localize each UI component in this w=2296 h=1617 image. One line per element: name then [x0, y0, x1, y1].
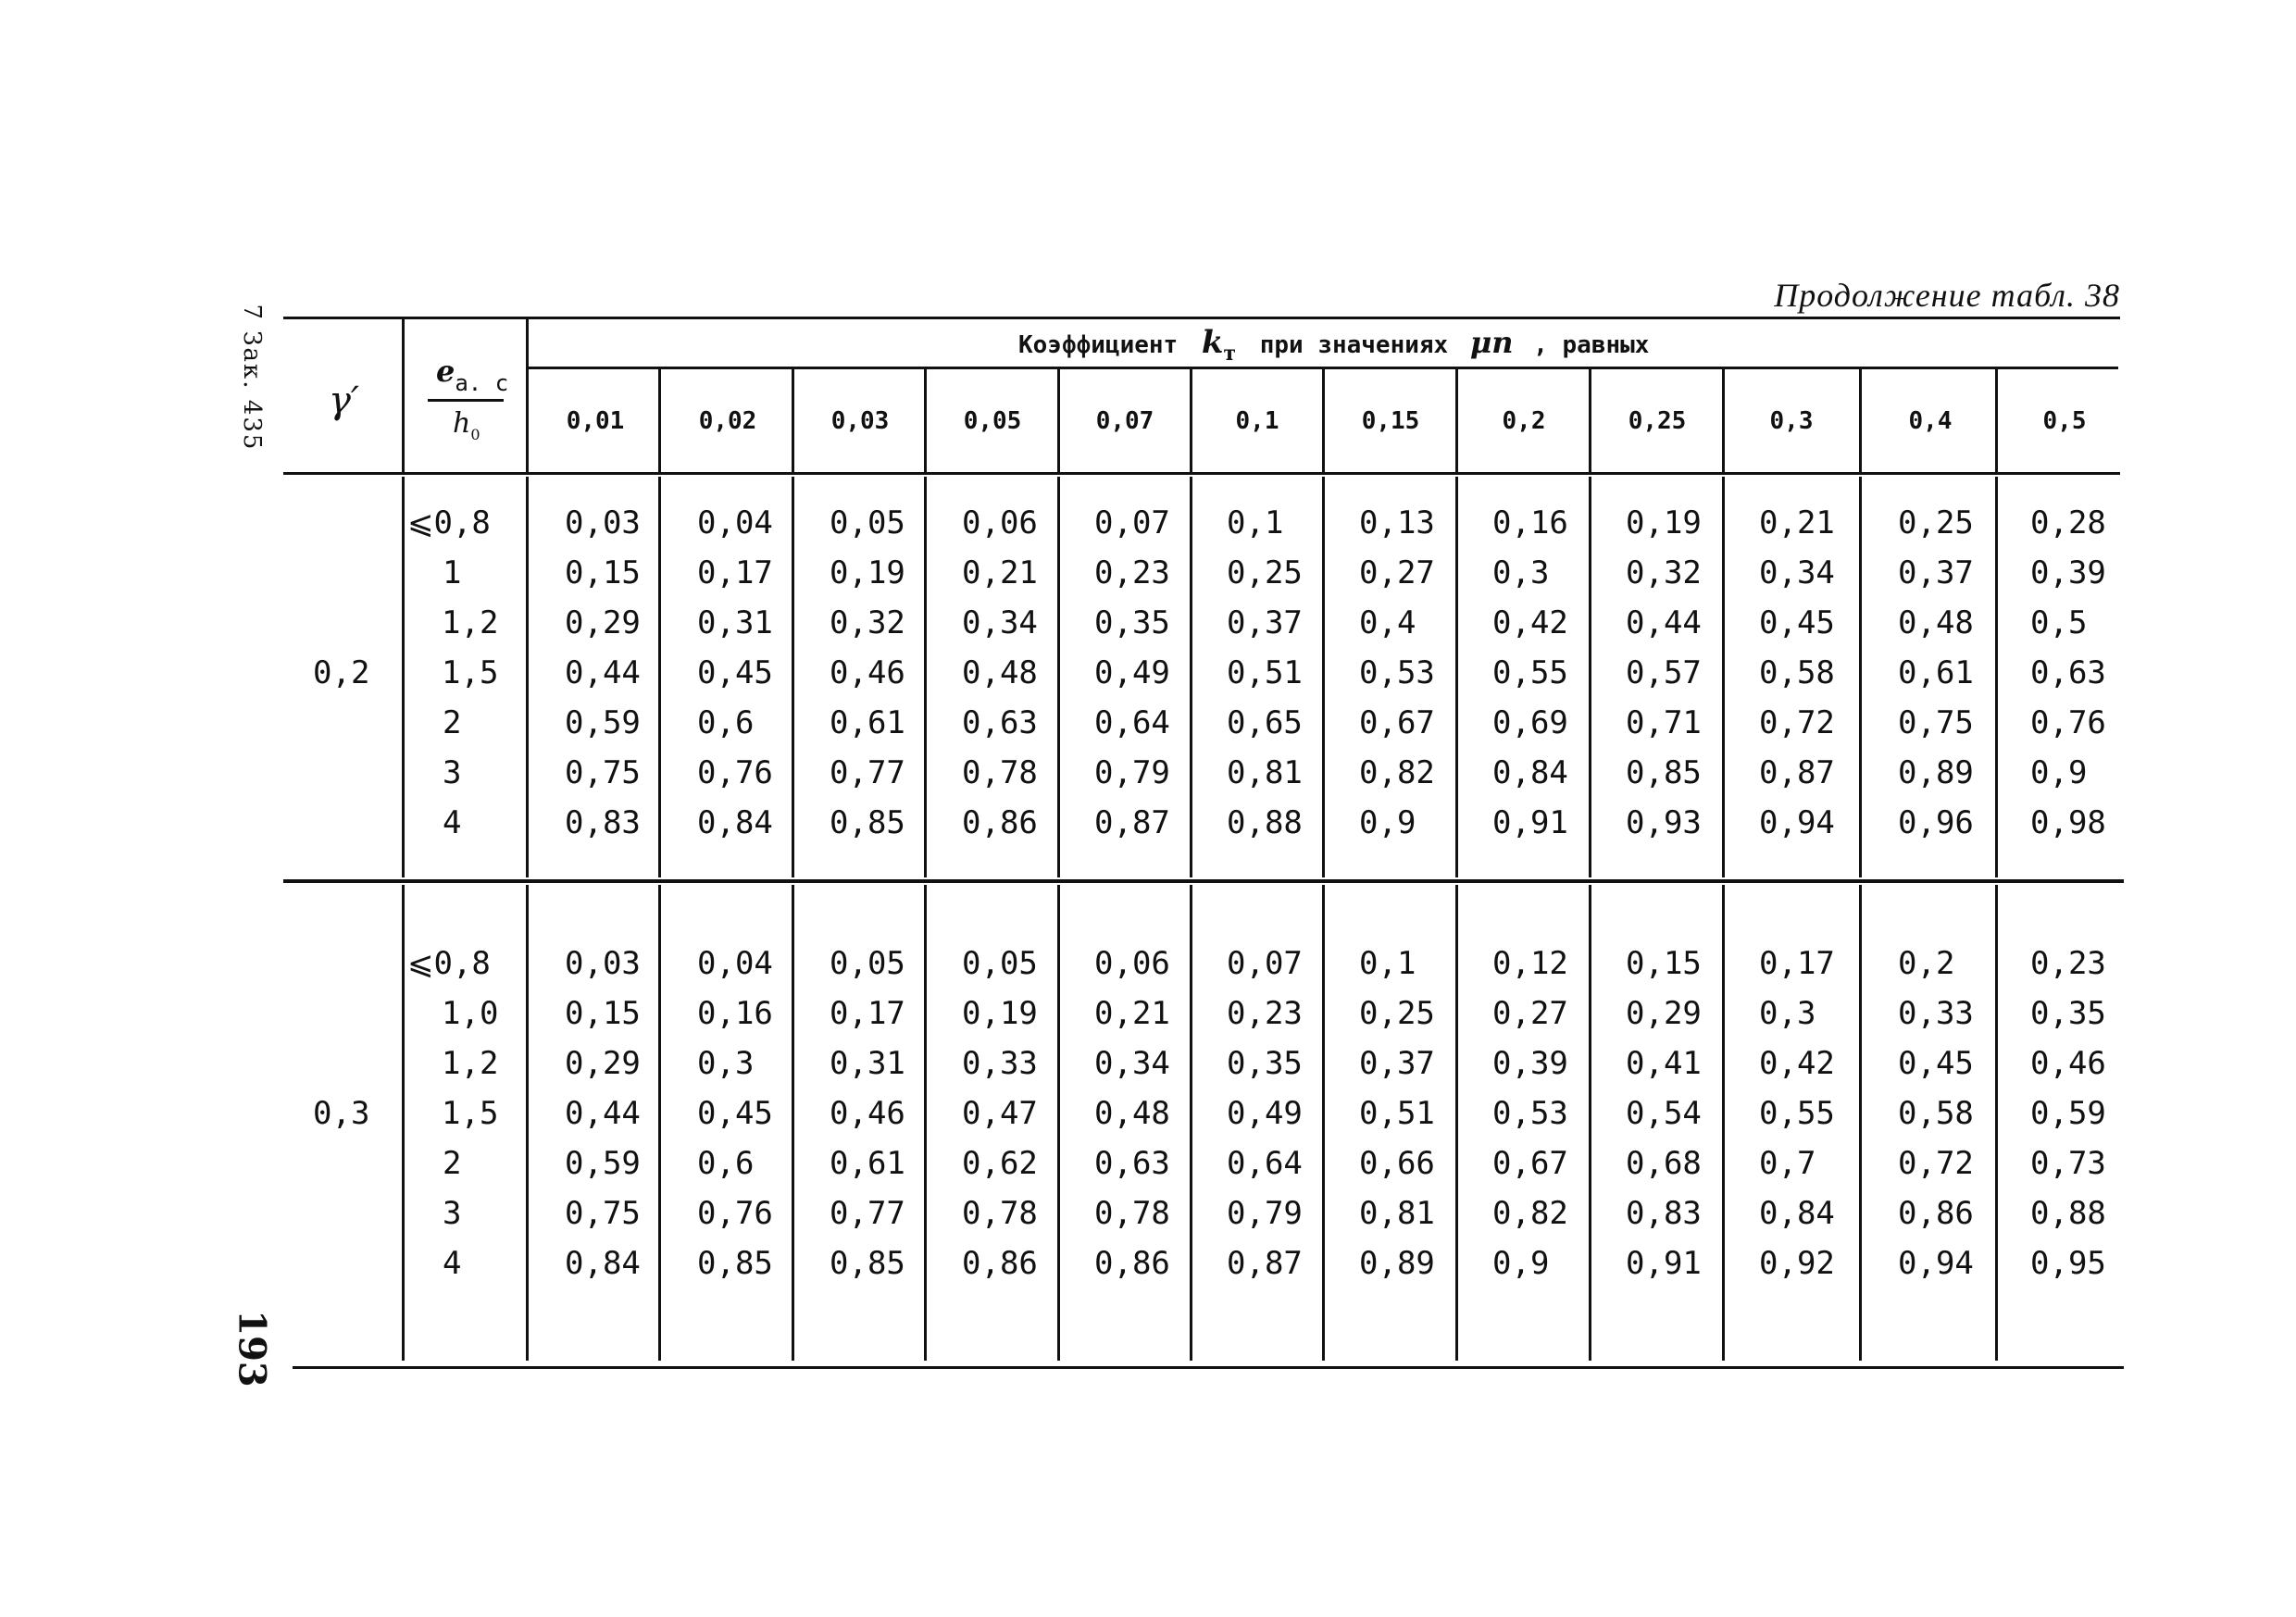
- gamma-symbol: γ′: [329, 379, 359, 422]
- coefficient-value: 0,29: [565, 1045, 641, 1082]
- coefficient-value: 0,06: [962, 504, 1038, 541]
- ratio-numerator-letter: e: [436, 354, 455, 389]
- header-column-rule: [1995, 369, 1998, 472]
- group-title-suffix: , равных: [1533, 331, 1650, 359]
- coefficient-value: 0,21: [962, 554, 1038, 591]
- coefficient-value: 0,81: [1227, 754, 1303, 791]
- coefficient-value: 0,34: [962, 604, 1038, 641]
- group-title-symbol-letter: k: [1201, 324, 1224, 361]
- coefficient-value: 0,16: [1492, 504, 1568, 541]
- header-column-rule: [924, 369, 927, 472]
- coefficient-value: 0,48: [1898, 604, 1974, 641]
- coefficient-value: 0,23: [1094, 554, 1170, 591]
- body-column-rule: [1057, 477, 1060, 877]
- coefficient-value: 0,45: [1898, 1045, 1974, 1082]
- coefficient-value: 0,72: [1759, 704, 1835, 741]
- mu-column-header: 0,1: [1235, 407, 1279, 435]
- coefficient-value: 0,44: [565, 654, 641, 691]
- coefficient-value: 0,1: [1359, 945, 1416, 982]
- coefficient-value: 0,27: [1359, 554, 1435, 591]
- coefficient-value: 0,94: [1898, 1245, 1974, 1282]
- coefficient-value: 0,07: [1094, 504, 1170, 541]
- coefficient-value: 0,84: [1492, 754, 1568, 791]
- coefficient-value: 0,83: [565, 804, 641, 841]
- coefficient-value: 0,86: [962, 804, 1038, 841]
- body-column-rule: [658, 477, 661, 877]
- coefficient-value: 0,17: [697, 554, 773, 591]
- body-column-rule: [658, 885, 661, 1361]
- gamma-value: 0,2: [313, 654, 370, 691]
- coefficient-value: 0,33: [1898, 995, 1974, 1032]
- coefficient-value: 0,79: [1094, 754, 1170, 791]
- coefficient-value: 0,44: [565, 1095, 641, 1132]
- coefficient-value: 0,48: [962, 654, 1038, 691]
- body-column-rule: [1995, 477, 1998, 877]
- ratio-value: 1: [443, 554, 462, 591]
- mu-column-header: 0,25: [1628, 407, 1687, 435]
- coefficient-value: 0,34: [1759, 554, 1835, 591]
- coefficient-value: 0,15: [1626, 945, 1702, 982]
- coefficient-value: 0,45: [1759, 604, 1835, 641]
- coefficient-value: 0,15: [565, 554, 641, 591]
- coefficient-value: 0,05: [962, 945, 1038, 982]
- body-column-rule: [924, 885, 927, 1361]
- coefficient-value: 0,76: [697, 1195, 773, 1232]
- coefficient-value: 0,6: [697, 1145, 755, 1182]
- ratio-value: 1,5: [442, 1095, 499, 1132]
- coefficient-value: 0,77: [830, 1195, 905, 1232]
- ratio-fraction-bar: [428, 399, 504, 402]
- coefficient-value: 0,81: [1359, 1195, 1435, 1232]
- coefficient-value: 0,61: [830, 704, 905, 741]
- coefficient-value: 0,76: [697, 754, 773, 791]
- table-bottom-rule: [293, 1366, 2124, 1369]
- coefficient-value: 0,82: [1359, 754, 1435, 791]
- group-title-symbol-subscript: т: [1223, 342, 1237, 366]
- coefficient-value: 0,85: [697, 1245, 773, 1282]
- mu-column-header: 0,2: [1502, 407, 1546, 435]
- coefficient-value: 0,61: [830, 1145, 905, 1182]
- coefficient-value: 0,06: [1094, 945, 1170, 982]
- coefficient-value: 0,39: [2030, 554, 2106, 591]
- coefficient-value: 0,55: [1759, 1095, 1835, 1132]
- coefficient-value: 0,27: [1492, 995, 1568, 1032]
- coefficient-value: 0,9: [1359, 804, 1416, 841]
- coefficient-value: 0,37: [1359, 1045, 1435, 1082]
- coefficient-value: 0,53: [1492, 1095, 1568, 1132]
- coefficient-value: 0,42: [1759, 1045, 1835, 1082]
- coefficient-value: 0,78: [1094, 1195, 1170, 1232]
- mu-column-header: 0,02: [698, 407, 757, 435]
- coefficient-value: 0,91: [1492, 804, 1568, 841]
- body-column-rule: [1859, 885, 1862, 1361]
- coefficient-value: 0,12: [1492, 945, 1568, 982]
- ratio-value: 1,5: [442, 654, 499, 691]
- body-column-rule: [1589, 477, 1591, 877]
- coefficient-value: 0,62: [962, 1145, 1038, 1182]
- header-column-rule: [1589, 369, 1591, 472]
- ratio-value: 3: [443, 1195, 462, 1232]
- coefficient-value: 0,67: [1492, 1145, 1568, 1182]
- body-column-rule: [1455, 477, 1458, 877]
- coefficient-value: 0,94: [1759, 804, 1835, 841]
- mu-column-header: 0,05: [963, 407, 1022, 435]
- coefficient-value: 0,9: [2030, 754, 2088, 791]
- coefficient-value: 0,49: [1094, 654, 1170, 691]
- coefficient-value: 0,44: [1626, 604, 1702, 641]
- coefficient-value: 0,67: [1359, 704, 1435, 741]
- coefficient-value: 0,35: [1227, 1045, 1303, 1082]
- ratio-value: 3: [443, 754, 462, 791]
- coefficient-value: 0,98: [2030, 804, 2106, 841]
- gamma-value: 0,3: [313, 1095, 370, 1132]
- coefficient-value: 0,68: [1626, 1145, 1702, 1182]
- coefficient-value: 0,65: [1227, 704, 1303, 741]
- coefficient-value: 0,17: [1759, 945, 1835, 982]
- body-column-rule: [1190, 885, 1192, 1361]
- body-column-rule: [526, 477, 529, 877]
- coefficient-value: 0,75: [565, 754, 641, 791]
- coefficient-value: 0,4: [1359, 604, 1416, 641]
- coefficient-value: 0,86: [1094, 1245, 1170, 1282]
- coefficient-value: 0,83: [1626, 1195, 1702, 1232]
- coefficient-value: 0,89: [1898, 754, 1974, 791]
- coefficient-value: 0,85: [830, 1245, 905, 1282]
- coefficient-value: 0,58: [1898, 1095, 1974, 1132]
- coefficient-value: 0,59: [2030, 1095, 2106, 1132]
- coefficient-value: 0,05: [830, 945, 905, 982]
- coefficient-value: 0,7: [1759, 1145, 1816, 1182]
- coefficient-value: 0,39: [1492, 1045, 1568, 1082]
- group-title-prefix: Коэффициент: [1018, 331, 1179, 359]
- gamma-header: [329, 379, 359, 422]
- body-column-rule: [402, 885, 405, 1361]
- header-column-rule: [658, 369, 661, 472]
- coefficient-value: 0,28: [2030, 504, 2106, 541]
- coefficient-value: 0,41: [1626, 1045, 1702, 1082]
- table-top-rule: [283, 317, 2120, 319]
- coefficient-value: 0,19: [830, 554, 905, 591]
- coefficient-value: 0,84: [697, 804, 773, 841]
- header-column-rule: [1455, 369, 1458, 472]
- body-column-rule: [1859, 477, 1862, 877]
- coefficient-value: 0,19: [962, 995, 1038, 1032]
- coefficient-value: 0,93: [1626, 804, 1702, 841]
- mu-column-header: 0,15: [1361, 407, 1420, 435]
- coefficient-value: 0,59: [565, 704, 641, 741]
- coefficient-value: 0,29: [565, 604, 641, 641]
- coefficient-value: 0,87: [1094, 804, 1170, 841]
- coefficient-value: 0,63: [2030, 654, 2106, 691]
- header-column-rule: [1859, 369, 1862, 472]
- coefficient-value: 0,53: [1359, 654, 1435, 691]
- coefficient-value: 0,78: [962, 1195, 1038, 1232]
- coefficient-value: 0,64: [1094, 704, 1170, 741]
- body-column-rule: [1722, 885, 1725, 1361]
- body-column-rule: [1057, 885, 1060, 1361]
- coefficient-value: 0,3: [1759, 995, 1816, 1032]
- ratio-numerator: [436, 354, 509, 396]
- coefficient-value: 0,88: [1227, 804, 1303, 841]
- body-column-rule: [1322, 477, 1325, 877]
- group-title-middle: при значениях: [1259, 331, 1449, 359]
- coefficient-value: 0,84: [1759, 1195, 1835, 1232]
- mu-column-header: 0,01: [566, 407, 625, 435]
- page-number: 193: [230, 1310, 274, 1387]
- coefficient-value: 0,32: [830, 604, 905, 641]
- coefficient-value: 0,54: [1626, 1095, 1702, 1132]
- coefficient-value: 0,23: [1227, 995, 1303, 1032]
- coefficient-value: 0,34: [1094, 1045, 1170, 1082]
- coefficient-value: 0,57: [1626, 654, 1702, 691]
- coefficient-value: 0,51: [1359, 1095, 1435, 1132]
- coefficient-value: 0,05: [830, 504, 905, 541]
- coefficient-value: 0,3: [697, 1045, 755, 1082]
- table-caption: Продолжение табл. 38: [1774, 277, 2120, 314]
- coefficient-value: 0,46: [830, 654, 905, 691]
- body-column-rule: [1455, 885, 1458, 1361]
- coefficient-value: 0,86: [1898, 1195, 1974, 1232]
- body-column-rule: [1190, 477, 1192, 877]
- header-column-rule: [792, 369, 794, 472]
- header-column-rule: [1322, 369, 1325, 472]
- coefficient-value: 0,03: [565, 504, 641, 541]
- coefficient-value: 0,51: [1227, 654, 1303, 691]
- group-title-symbol: [1201, 324, 1237, 366]
- body-column-rule: [1995, 885, 1998, 1361]
- coefficient-value: 0,25: [1359, 995, 1435, 1032]
- coefficient-value: 0,6: [697, 704, 755, 741]
- coefficient-value: 0,78: [962, 754, 1038, 791]
- body-column-rule: [402, 477, 405, 877]
- coefficient-value: 0,77: [830, 754, 905, 791]
- coefficient-value: 0,23: [2030, 945, 2106, 982]
- ratio-denominator-subscript: 0: [470, 426, 480, 443]
- coefficient-group-title: [1018, 324, 1650, 366]
- coefficient-value: 0,35: [2030, 995, 2106, 1032]
- ratio-value: 1,0: [442, 995, 499, 1032]
- coefficient-value: 0,19: [1626, 504, 1702, 541]
- coefficient-value: 0,84: [565, 1245, 641, 1282]
- coefficient-value: 0,85: [1626, 754, 1702, 791]
- coefficient-value: 0,31: [697, 604, 773, 641]
- group-title-mu: μn: [1469, 325, 1514, 360]
- coefficient-value: 0,07: [1227, 945, 1303, 982]
- coefficient-value: 0,71: [1626, 704, 1702, 741]
- ratio-value: 2: [443, 704, 462, 741]
- coefficient-value: 0,55: [1492, 654, 1568, 691]
- mu-column-header: 0,3: [1769, 407, 1814, 435]
- coefficient-value: 0,37: [1227, 604, 1303, 641]
- coefficient-value: 0,45: [697, 1095, 773, 1132]
- coefficient-value: 0,61: [1898, 654, 1974, 691]
- coefficient-value: 0,1: [1227, 504, 1284, 541]
- coefficient-value: 0,25: [1898, 504, 1974, 541]
- coefficient-value: 0,35: [1094, 604, 1170, 641]
- coefficient-value: 0,95: [2030, 1245, 2106, 1282]
- coefficient-value: 0,76: [2030, 704, 2106, 741]
- side-note: 7 Зак. 435: [238, 304, 266, 452]
- coefficient-value: 0,69: [1492, 704, 1568, 741]
- coefficient-value: 0,75: [1898, 704, 1974, 741]
- body-column-rule: [1589, 885, 1591, 1361]
- ratio-value: 1,2: [442, 604, 499, 641]
- coefficient-value: 0,25: [1227, 554, 1303, 591]
- mu-column-header: 0,07: [1095, 407, 1154, 435]
- coefficient-value: 0,31: [830, 1045, 905, 1082]
- header-bottom-rule: [283, 472, 2120, 475]
- coefficient-value: 0,89: [1359, 1245, 1435, 1282]
- coefficient-value: 0,46: [2030, 1045, 2106, 1082]
- ratio-denominator-letter: h: [453, 407, 471, 440]
- coefficient-value: 0,86: [962, 1245, 1038, 1282]
- coefficient-value: 0,87: [1227, 1245, 1303, 1282]
- coefficient-value: 0,63: [962, 704, 1038, 741]
- coefficient-value: 0,17: [830, 995, 905, 1032]
- coefficient-value: 0,15: [565, 995, 641, 1032]
- coefficient-value: 0,9: [1492, 1245, 1550, 1282]
- coefficient-value: 0,2: [1898, 945, 1955, 982]
- coefficient-value: 0,47: [962, 1095, 1038, 1132]
- coefficient-value: 0,91: [1626, 1245, 1702, 1282]
- coefficient-value: 0,21: [1759, 504, 1835, 541]
- coefficient-value: 0,58: [1759, 654, 1835, 691]
- coefficient-value: 0,03: [565, 945, 641, 982]
- coefficient-value: 0,88: [2030, 1195, 2106, 1232]
- ratio-value: 4: [443, 804, 462, 841]
- coefficient-value: 0,73: [2030, 1145, 2106, 1182]
- coefficient-value: 0,33: [962, 1045, 1038, 1082]
- coefficient-value: 0,79: [1227, 1195, 1303, 1232]
- coefficient-value: 0,85: [830, 804, 905, 841]
- body-column-rule: [1322, 885, 1325, 1361]
- coefficient-value: 0,5: [2030, 604, 2088, 641]
- coefficient-value: 0,04: [697, 945, 773, 982]
- coefficient-value: 0,72: [1898, 1145, 1974, 1182]
- ratio-value: 1,2: [442, 1045, 499, 1082]
- coefficient-value: 0,75: [565, 1195, 641, 1232]
- coefficient-value: 0,82: [1492, 1195, 1568, 1232]
- coefficient-value: 0,13: [1359, 504, 1435, 541]
- body-column-rule: [792, 885, 794, 1361]
- ratio-value: ⩽0,8: [407, 945, 491, 982]
- coefficient-value: 0,42: [1492, 604, 1568, 641]
- mu-column-header: 0,03: [830, 407, 890, 435]
- coefficient-value: 0,46: [830, 1095, 905, 1132]
- coefficient-value: 0,29: [1626, 995, 1702, 1032]
- coefficient-value: 0,37: [1898, 554, 1974, 591]
- coefficient-value: 0,21: [1094, 995, 1170, 1032]
- ratio-denominator: [453, 407, 480, 443]
- coefficient-value: 0,59: [565, 1145, 641, 1182]
- coefficient-value: 0,32: [1626, 554, 1702, 591]
- coefficient-value: 0,66: [1359, 1145, 1435, 1182]
- header-column-rule: [1722, 369, 1725, 472]
- ratio-value: ⩽0,8: [407, 504, 491, 541]
- coefficient-value: 0,48: [1094, 1095, 1170, 1132]
- header-column-rule: [1190, 369, 1192, 472]
- coefficient-value: 0,45: [697, 654, 773, 691]
- mu-column-header: 0,4: [1908, 407, 1953, 435]
- block-separator-rule: [283, 879, 2124, 883]
- coefficient-value: 0,64: [1227, 1145, 1303, 1182]
- coefficient-value: 0,3: [1492, 554, 1550, 591]
- body-column-rule: [1722, 477, 1725, 877]
- coefficient-value: 0,49: [1227, 1095, 1303, 1132]
- coefficient-value: 0,92: [1759, 1245, 1835, 1282]
- header-column-rule: [526, 319, 529, 472]
- body-column-rule: [924, 477, 927, 877]
- ratio-value: 2: [443, 1145, 462, 1182]
- ratio-numerator-subscript: а. с: [455, 370, 509, 396]
- header-column-rule: [402, 319, 405, 472]
- coefficient-value: 0,16: [697, 995, 773, 1032]
- coefficient-value: 0,63: [1094, 1145, 1170, 1182]
- body-column-rule: [526, 885, 529, 1361]
- body-column-rule: [792, 477, 794, 877]
- coefficient-value: 0,04: [697, 504, 773, 541]
- header-column-rule: [1057, 369, 1060, 472]
- coefficient-value: 0,87: [1759, 754, 1835, 791]
- coefficient-value: 0,96: [1898, 804, 1974, 841]
- mu-column-header: 0,5: [2042, 407, 2087, 435]
- ratio-value: 4: [443, 1245, 462, 1282]
